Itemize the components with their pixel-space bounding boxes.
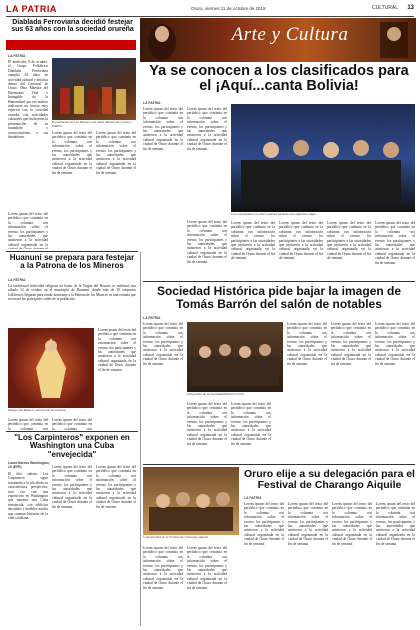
art2-photo (231, 104, 415, 212)
art6-body-col3: Lorem ipsum del texto del periódico que continúa en la columna con información sobre el evento, los participantes y las autoridades que asistieron a la actividad cultural organizada en la ciudad de Oruro durante el fin de semana. (244, 502, 284, 546)
art6-body-col1: Lorem ipsum del texto del periódico que continúa en la columna con información sobre el evento, los participantes y las autoridades que asistieron a la actividad cultural organizada en la ciudad de Oruro durante el fin de semana. (143, 546, 183, 590)
page-header (6, 4, 414, 17)
art6-body-col2: Lorem ipsum del texto del periódico que continúa en la columna con información sobre el evento, los participantes y las autoridades que asistieron a la actividad cultural organizada en la ciudad de Oruro durante el fin de semana. (187, 546, 227, 590)
art5-body-col4: Lorem ipsum del texto del periódico que continúa en la columna con información sobre el evento, los participantes y las autoridades que asistieron a la actividad cultural organizada en la ciudad de Oruro durante el fin de semana. (287, 322, 327, 366)
art3-caption: Imagen del Rosario, patrona de los mineros (8, 408, 66, 412)
art5-body-col6: Lorem ipsum del texto del periódico que continúa en la columna con información sobre el evento, los participantes y las autoridades que asistieron a la actividad cultural organizada en la ciudad de Oruro durante el fin de semana. (375, 322, 415, 366)
art3-body-col1b: Lorem ipsum del texto del periódico que continúa en la columna con (8, 418, 48, 430)
banner-title: Arte y Cultura (231, 24, 349, 45)
art2-caption: Los concursantes ya saben quiénes pasarán a la siguiente etapa (231, 212, 316, 216)
art6-body-col4: Lorem ipsum del texto del periódico que continúa en la columna con información sobre el evento, los participantes y las autoridades que asistieron a la actividad cultural organizada en la ciudad de Oruro durante el fin de semana. (288, 502, 328, 546)
art4-body-col2: Lorem ipsum del texto del periódico que continúa en la columna con información sobre el evento, los participantes y las autoridades que asistieron a la actividad cultural organizada en la ciudad de Oruro durante el fin de semana. (52, 465, 92, 509)
art2-body-col1: Lorem ipsum del texto del periódico que continúa en la columna con información sobre el evento, los participantes y las autoridades que asistieron a la actividad cultural organizada en la ciudad de Oruro durante el fin de semana. (143, 107, 183, 151)
art2-body-col6: Lorem ipsum del texto del periódico que continúa en la columna con información sobre el evento, los participantes y las autoridades que asistieron a la actividad cultural organizada en la ciudad de Oruro durante el fin de semana. (375, 221, 415, 265)
art1-body-col2: Lorem ipsum del texto del periódico que continúa en la columna con información sobre el evento, los participantes y las autoridades que asistieron a la actividad cultural organizada en la ciudad de Oruro durante el fin de semana. (52, 131, 92, 175)
newspaper-logo: LA PATRIA (6, 4, 57, 14)
art3-body-col3: Lorem ipsum del texto del periódico que continúa en la columna con (52, 418, 92, 430)
divider-left-1 (6, 251, 138, 252)
art2-source: LA PATRIA (143, 101, 161, 105)
art1-photo (52, 58, 136, 120)
art6-source: LA PATRIA (244, 496, 262, 500)
art3-body-top: La tradicional festividad religiosa en honor de la Virgen del Rosario se realizará este sábado 12 de octubre en el municipio de Huanuni, donde más de 30 conjuntos folklóricos llegarán para rendir homenaje a la Patrona de los Mineros en una entrada que recorrerá las principales calles de la población. (8, 284, 136, 302)
divider-right-1 (143, 281, 415, 282)
art1-source-bar (6, 40, 136, 50)
art1-body-col3: Lorem ipsum del texto del periódico que continúa en la columna con información sobre el evento, los participantes y las autoridades que asistieron a la actividad cultural organizada en la ciudad de Oruro durante el fin de semana. (96, 131, 136, 175)
art3-photo (8, 328, 94, 408)
art2-body-col2b: Lorem ipsum del texto del periódico que continúa en la columna con información sobre el evento, los participantes y las autoridades que asistieron a la actividad cultural organizada en la ciudad de Oruro durante el fin de semana. (187, 220, 227, 264)
art2-body-col2: Lorem ipsum del texto del periódico que continúa en la columna con información sobre el evento, los participantes y las autoridades que asistieron a la actividad cultural organizada en la ciudad de Oruro durante el fin de semana. (187, 107, 227, 151)
art5-headline: Sociedad Histórica pide bajar la imagen de Tomás Barrón del salón de notables (156, 284, 402, 311)
art1-source: LA PATRIA (8, 54, 26, 58)
art5-body-col3: Lorem ipsum del texto del periódico que continúa en la columna con información sobre el evento, los participantes y las autoridades que asistieron a la actividad cultural organizada en la ciudad de Oruro durante el fin de semana. (231, 402, 271, 446)
art2-body-col5: Lorem ipsum del texto del periódico que continúa en la columna con información sobre el evento, los participantes y las autoridades que asistieron a la actividad cultural organizada en la ciudad de Oruro durante el fin de semana. (327, 221, 371, 261)
art1-headline: Diablada Ferroviaria decidió festejar sus 63 años con la sociedad orureña (11, 19, 134, 34)
page-number: 13 (407, 5, 414, 11)
vertical-divider (140, 252, 141, 626)
divider-right-2 (143, 464, 415, 465)
art1-caption: Presentación de Los Puntos en la plaza 'Manuel de Castro y Padilla' (52, 120, 132, 128)
art2-headline: Ya se conocen a los clasificados para el ¡Aquí...canta Bolivia! (149, 63, 409, 95)
art3-source: LA PATRIA (8, 278, 26, 282)
art6-body-col6: Lorem ipsum del texto del periódico que continúa en la columna con información sobre el evento, los participantes y las autoridades que asistieron a la actividad cultural organizada en la ciudad de Oruro durante el fin de semana. (376, 502, 415, 546)
art4-body-col1: El dúo cubano Los Carpinteros sigue retratando a la isla desde su característica perspectiva, esta vez con una exposición en Washington que muestra una Cuba envejecida, con edificios derruidos y muebles usados que cuentan historias de la vida cotidiana. (8, 472, 48, 521)
art1-body-col1: El miércoles 9 de octubre, el Grupo Folklórico Diablada Ferroviaria cumplió 63 años de actividad cultural y artística dentro del Carnaval de Oruro. Obra Maestra del Patrimonio Oral e Intangible de la Humanidad, por ese motivo realizaron un festejo muy especial con la sociedad orureña, con actividades culturales que incluyeron la presentación de su estandarte y reconocimiento a sus fundadores. (8, 60, 48, 139)
art3-body-col2: Lorem ipsum del texto del periódico que continúa en la columna con información sobre el evento, los participantes y las autoridades que asistieron a la actividad cultural organizada en la ciudad de Oruro durante el fin de semana. (98, 328, 136, 372)
art2-body-col4: Lorem ipsum del texto del periódico que continúa en la columna con información sobre el evento, los participantes y las autoridades que asistieron a la actividad cultural organizada en la ciudad de Oruro durante el fin de semana. (279, 221, 323, 261)
art6-body-col5: Lorem ipsum del texto del periódico que continúa en la columna con información sobre el evento, los participantes y las autoridades que asistieron a la actividad cultural organizada en la ciudad de Oruro durante el fin de semana. (332, 502, 372, 546)
art4-headline: "Los Carpinteros" exponen en Washington una Cuba "envejecida" (14, 433, 130, 459)
art5-body-col2: Lorem ipsum del texto del periódico que continúa en la columna con información sobre el evento, los participantes y las autoridades que asistieron a la actividad cultural organizada en la ciudad de Oruro durante el fin de semana. (187, 402, 227, 446)
art6-photo (143, 467, 239, 535)
art4-byline: Laura Barros Washington, 10 (EFE) (8, 461, 51, 469)
art5-source: LA PATRIA (143, 316, 161, 320)
art5-photo (187, 322, 283, 392)
art5-body-col5: Lorem ipsum del texto del periódico que continúa en la columna con información sobre el evento, los participantes y las autoridades que asistieron a la actividad cultural organizada en la ciudad de Oruro durante el fin de semana. (331, 322, 371, 366)
art6-headline: Oruro elije a su delegación para el Festival de Charango Aiquile (244, 468, 415, 492)
art5-caption: Integrantes de la Sociedad Histórica Oruro (187, 392, 245, 396)
art1-body-col1b: Lorem ipsum del texto del periódico que continúa en la columna con información sobre el evento, los participantes y las autoridades que asistieron a la actividad cultural organizada en la (8, 212, 48, 247)
art5-body-col1: Lorem ipsum del texto del periódico que continúa en la columna con información sobre el evento, los participantes y las autoridades que asistieron a la actividad cultural organizada en la ciudad de Oruro durante el fin de semana. (143, 322, 183, 366)
art6-caption: Concursantes en el Festival de Charango Aiquile (143, 535, 209, 539)
issue-date: Oruro, viernes 11 de octubre de 2019 (191, 6, 266, 11)
divider-left-2 (6, 431, 138, 432)
art3-headline: Huanuni se prepara para festejar a la Patrona de los Mineros (9, 253, 135, 271)
art2-body-col3: Lorem ipsum del texto del periódico que continúa en la columna con información sobre el evento, los participantes y las autoridades que asistieron a la actividad cultural organizada en la ciudad de Oruro durante el fin de semana. (231, 221, 275, 261)
art4-body-col3: Lorem ipsum del texto del periódico que continúa en la columna con información sobre el evento, los participantes y las autoridades que asistieron a la actividad cultural organizada en la ciudad de Oruro durante el fin de semana. (96, 465, 136, 509)
section-name: CULTURAL (371, 5, 398, 11)
